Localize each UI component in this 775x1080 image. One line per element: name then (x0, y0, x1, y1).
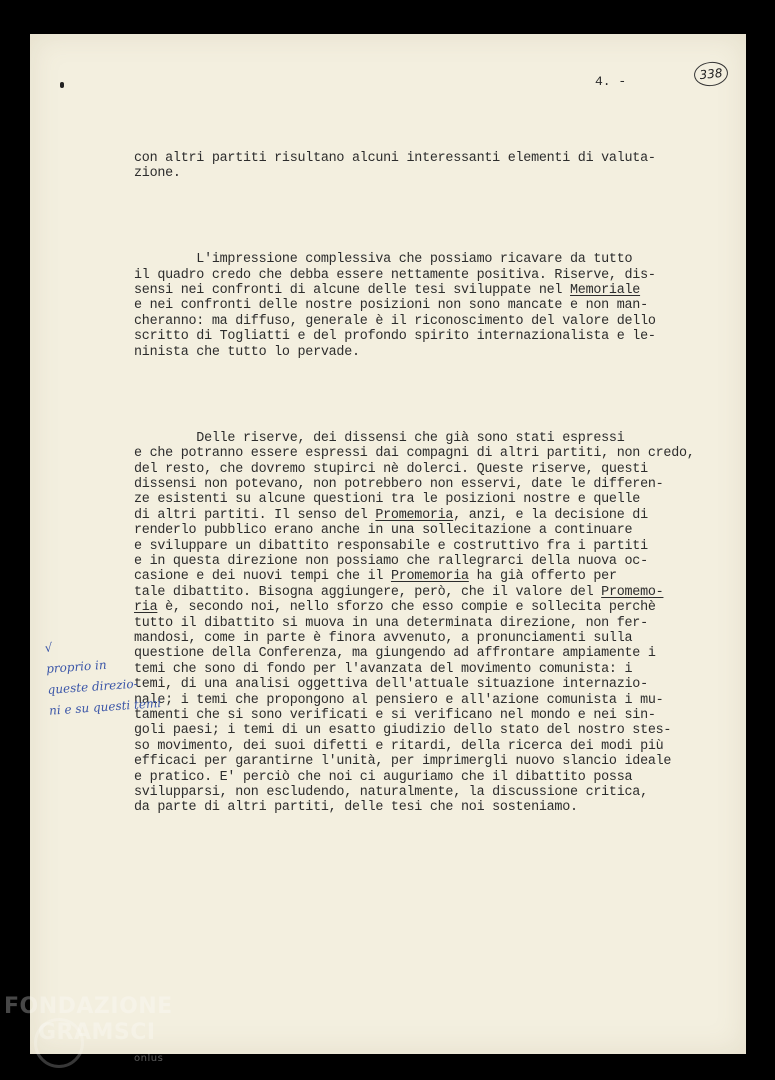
ink-dot (60, 82, 64, 88)
text-line: e nei confronti delle nostre posizioni non sono mancate e non man- (134, 298, 648, 314)
text-line: e in questa direzione non possiamo che rallegrarci della nuova oc- (134, 553, 648, 569)
underlined-term: Memoriale (570, 283, 641, 299)
text-line: e pratico. E' perciò che noi ci auguriamo che il dibattito possa (134, 769, 633, 785)
text-line: nale; i temi che propongono al pensiero e all'azione comunista i mu- (134, 692, 664, 708)
text-line: dissensi non potevano, non potrebbero non esservi, date le differen- (134, 476, 664, 492)
typewritten-body (134, 120, 744, 847)
text-line: , anzi, e la decisione di (453, 507, 648, 523)
text-line: temi che sono di fondo per l'avanzata del movimento comunista: i (134, 661, 633, 677)
text-line: il quadro credo che debba essere nettamente positiva. Riserve, dis- (134, 267, 656, 283)
text-line: zione. (134, 166, 181, 182)
text-line: tale dibattito. Bisogna aggiungere, però, che il valore del (134, 584, 602, 600)
handwritten-margin-note (44, 630, 162, 722)
text-line: Delle riserve, dei dissensi che già sono stati espressi (134, 430, 625, 446)
checkmark-icon: √ (44, 640, 53, 655)
page-number: 4. - (595, 74, 627, 89)
watermark-line: GRAMSCI (38, 1020, 156, 1045)
underlined-term: Promemoria (390, 569, 469, 585)
text-line: e sviluppare un dibattito responsabile e costruttivo fra i partiti (134, 538, 648, 554)
document-page (30, 34, 746, 1054)
text-line: ze esistenti su alcune questioni tra le posizioni nostre e quelle (134, 492, 641, 508)
text-line: e che potranno essere espressi dai compagni di altri partiti, non credo, (134, 446, 695, 462)
paragraph-3 (134, 431, 744, 816)
text-line: ha già offerto per (468, 569, 617, 585)
watermark-sub: onlus (134, 1053, 164, 1064)
text-line: da parte di altri partiti, delle tesi che noi sosteniamo. (134, 800, 578, 816)
text-line: so movimento, dei suoi difetti e ritardi, della ricerca dei modi più (134, 738, 664, 754)
watermark-line: FONDAZIONE (4, 994, 173, 1019)
note-line: queste direzio- (47, 676, 139, 697)
underlined-term: Promemoria (375, 507, 454, 523)
logo-circle-icon (34, 1018, 84, 1068)
underlined-term: ria (134, 600, 158, 616)
text-line: goli paesi; i temi di un esatto giudizio dello stato del nostro stes- (134, 723, 672, 739)
paragraph-2 (134, 252, 744, 360)
text-line: svilupparsi, non escludendo, naturalmente, la discussione critica, (134, 785, 648, 801)
text-line: ninista che tutto lo pervade. (134, 344, 360, 360)
text-line: efficaci per garantirne l'unità, per imprimergli nuovo slancio ideale (134, 754, 672, 770)
text-line: cheranno: ma diffuso, generale è il riconoscimento del valore dello (134, 313, 656, 329)
text-line: mandosi, come in parte è finora avvenuto, a pronunciamenti sulla (134, 631, 633, 646)
paragraph-1 (134, 151, 744, 182)
underlined-term: Promemo- (601, 584, 664, 600)
text-line: questione della Conferenza, ma giungendo ad affrontare ampiamente i (134, 646, 656, 662)
text-line: scritto di Togliatti e del profondo spirito internazionalista e le- (134, 329, 656, 345)
text-line: è, secondo noi, nello sforzo che esso compie e sollecita perchè (157, 600, 656, 616)
text-line: del resto, che dovremo stupirci nè dolerci. Queste riserve, questi (134, 461, 648, 477)
text-line: sensi nei confronti di alcune delle tesi sviluppate nel (134, 283, 570, 299)
text-line: renderlo pubblico erano anche in una sollecitazione a continuare (134, 523, 633, 539)
note-line: ni e su questi temi (48, 696, 162, 718)
text-line: casione e dei nuovi tempi che il (134, 569, 391, 585)
text-line: di altri partiti. Il senso del (134, 507, 376, 523)
note-line: proprio in (45, 657, 108, 676)
text-line: con altri partiti risultano alcuni interessanti elementi di valuta- (134, 150, 656, 166)
text-line: L'impressione complessiva che possiamo ricavare da tutto (134, 252, 633, 268)
text-line: temi, di una analisi oggettiva dell'attuale situazione internazio- (134, 677, 648, 693)
text-line: tutto il dibattito si muova in una determinata direzione, non fer- (134, 615, 648, 631)
text-line: tamenti che si sono verificati e si verificano nel mondo e nei sin- (134, 708, 656, 724)
archive-watermark (4, 994, 173, 1072)
archive-number-stamp: 338 (693, 60, 729, 87)
